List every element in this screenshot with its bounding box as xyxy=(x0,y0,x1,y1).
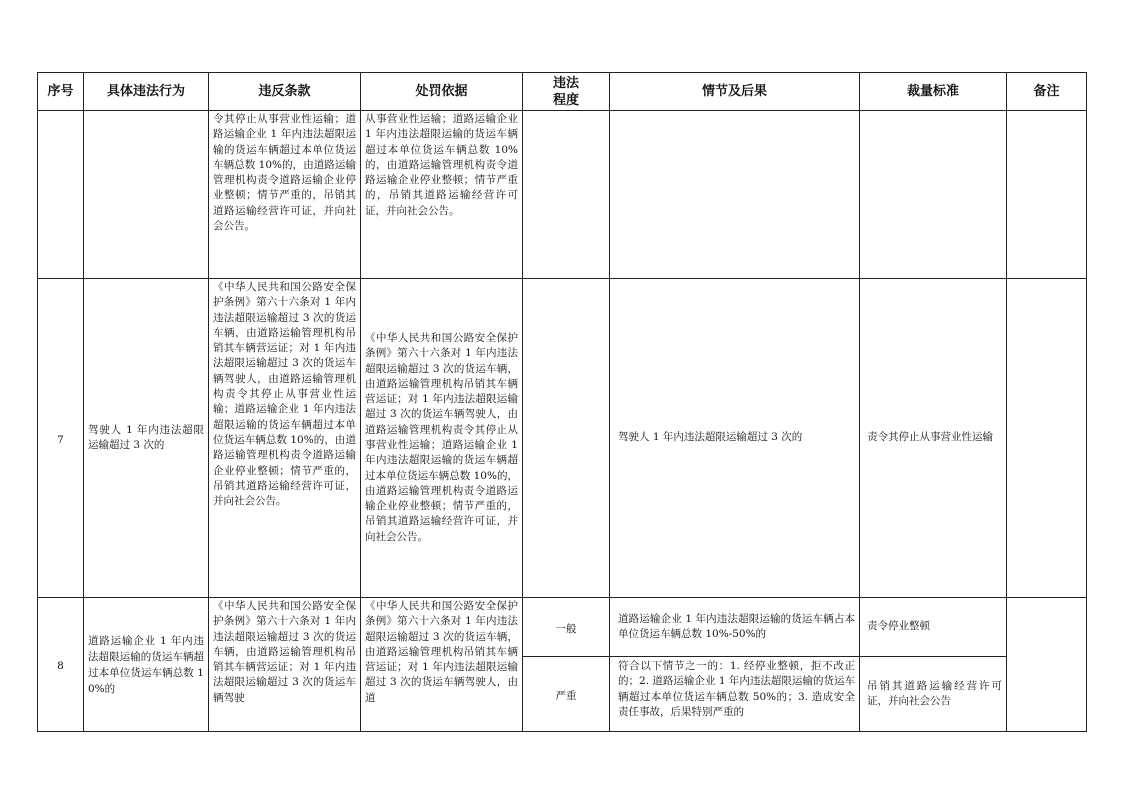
standard-cell xyxy=(860,657,1007,732)
circumstance-cell xyxy=(610,111,860,279)
seq-cell xyxy=(38,111,84,279)
remark-cell xyxy=(1007,279,1087,598)
circumstance-cell xyxy=(610,598,860,657)
violated-cell xyxy=(209,111,361,279)
degree-cell xyxy=(523,111,610,279)
violated-text: 《中华人民共和国公路安全保护条例》第六十六条对 1 年内违法超限运输超过 3 次的货运车辆，由道路运输管理机构吊销其车辆营运证；对 1 年内违法超限运输超过 3 次的货运车辆驾驶 xyxy=(213,600,356,704)
standard-cell xyxy=(860,279,1007,598)
degree-text: 严重 xyxy=(555,689,577,702)
header-circumstance: 情节及后果 xyxy=(610,73,860,111)
behavior-cell xyxy=(84,279,209,598)
header-penalty-basis: 处罚依据 xyxy=(361,73,523,111)
basis-text: 从事营业性运输；道路运输企业 1 年内违法超限运输的货运车辆超过本单位货运车辆总数 10%的，由道路运输管理机构责令道路运输企业停业整顿；情节严重的，吊销其道路运输经营许可证，并向社会公告。 xyxy=(365,113,518,217)
degree-text: 一般 xyxy=(555,622,577,635)
standard-text: 责令其停止从事营业性运输 xyxy=(867,431,993,444)
seq-cell xyxy=(38,279,84,598)
seq-text: 7 xyxy=(57,433,64,446)
violated-text: 令其停止从事营业性运输；道路运输企业 1 年内违法超限运输的货运车辆超过本单位货运车辆总数 10%的，由道路运输管理机构责令道路运输企业停业整顿；情节严重的，吊销其道路运输经营许可证，并向社会公告。 xyxy=(213,113,356,233)
circumstance-cell xyxy=(610,657,860,732)
seq-text: 8 xyxy=(57,660,64,673)
circumstance-cell xyxy=(610,279,860,598)
standard-text: 责令停业整顿 xyxy=(867,620,930,633)
standard-cell xyxy=(860,598,1007,657)
violated-text: 《中华人民共和国公路安全保护条例》第六十六条对 1 年内违法超限运输超过 3 次的货运车辆，由道路运输管理机构吊销其车辆营运证；对 1 年内违法超限运输超过 3 次的货运车辆驾驶人，由道路运输管理机构责令其停止从事营业性运输；道路运输企业 1 年内违法超限运输的货运车辆超过本单位货运车辆总数 10%的，由道路运输管理机构责令道路运输企业停业整顿；情节严重的，吊销其道路运输经营许可证，并向社会公告。 xyxy=(213,281,356,508)
remark-cell xyxy=(1007,111,1087,279)
regulation-table xyxy=(37,72,1087,732)
basis-text: 《中华人民共和国公路安全保护条例》第六十六条对 1 年内违法超限运输超过 3 次的货运车辆，由道路运输管理机构吊销其车辆营运证；对 1 年内违法超限运输超过 3 次的货运车辆驾驶人，由道路运输管理机构责令其停止从事营业性运输；道路运输企业 1 年内违法超限运输的货运车辆超过本单位货运车辆总数 10%的，由道路运输管理机构责令道路运输企业停业整顿；情节严重的，吊销其道路运输经营许可证，并向社会公告。 xyxy=(365,331,518,543)
degree-cell xyxy=(523,657,610,732)
violated-cell xyxy=(209,279,361,598)
degree-cell xyxy=(523,279,610,598)
standard-text: 吊销其道路运输经营许可证，并向社会公告 xyxy=(867,679,1002,707)
table-row xyxy=(38,598,1087,657)
basis-cell xyxy=(361,279,523,598)
table-row xyxy=(38,279,1087,598)
behavior-cell xyxy=(84,111,209,279)
violated-clip xyxy=(209,598,360,731)
circumstance-text: 符合以下情节之一的：1. 经停业整顿，拒不改正的；2. 道路运输企业 1 年内违法超限运输的货运车辆超过本单位货运车辆总数 50%的；3. 造成安全责任事故，后果特别严重的 xyxy=(618,660,855,718)
behavior-cell xyxy=(84,598,209,732)
header-remark: 备注 xyxy=(1007,73,1087,111)
basis-cell xyxy=(361,111,523,279)
header-standard: 裁量标准 xyxy=(860,73,1007,111)
header-degree: 违法 程度 xyxy=(523,73,610,111)
header-seq: 序号 xyxy=(38,73,84,111)
behavior-text: 道路运输企业 1 年内违法超限运输的货运车辆超过本单位货运车辆总数 10%的 xyxy=(88,634,204,695)
header-violated-clause: 违反条款 xyxy=(209,73,361,111)
header-row xyxy=(38,73,1087,111)
table-row xyxy=(38,111,1087,279)
remark-cell xyxy=(1007,598,1087,732)
circumstance-text: 驾驶人 1 年内违法超限运输超过 3 次的 xyxy=(618,431,803,444)
seq-cell xyxy=(38,598,84,732)
degree-cell xyxy=(523,598,610,657)
basis-text: 《中华人民共和国公路安全保护条例》第六十六条对 1 年内违法超限运输超过 3 次的货运车辆，由道路运输管理机构吊销其车辆营运证；对 1 年内违法超限运输超过 3 次的货运车辆驾驶人，由道 xyxy=(365,600,518,704)
basis-clip xyxy=(361,598,522,731)
standard-cell xyxy=(860,111,1007,279)
header-behavior: 具体违法行为 xyxy=(84,73,209,111)
behavior-text: 驾驶人 1 年内违法超限运输超过 3 次的 xyxy=(88,423,204,451)
circumstance-text: 道路运输企业 1 年内违法超限运输的货运车辆占本单位货运车辆总数 10%-50%的 xyxy=(618,612,855,640)
violated-cell xyxy=(209,598,361,732)
basis-cell xyxy=(361,598,523,732)
